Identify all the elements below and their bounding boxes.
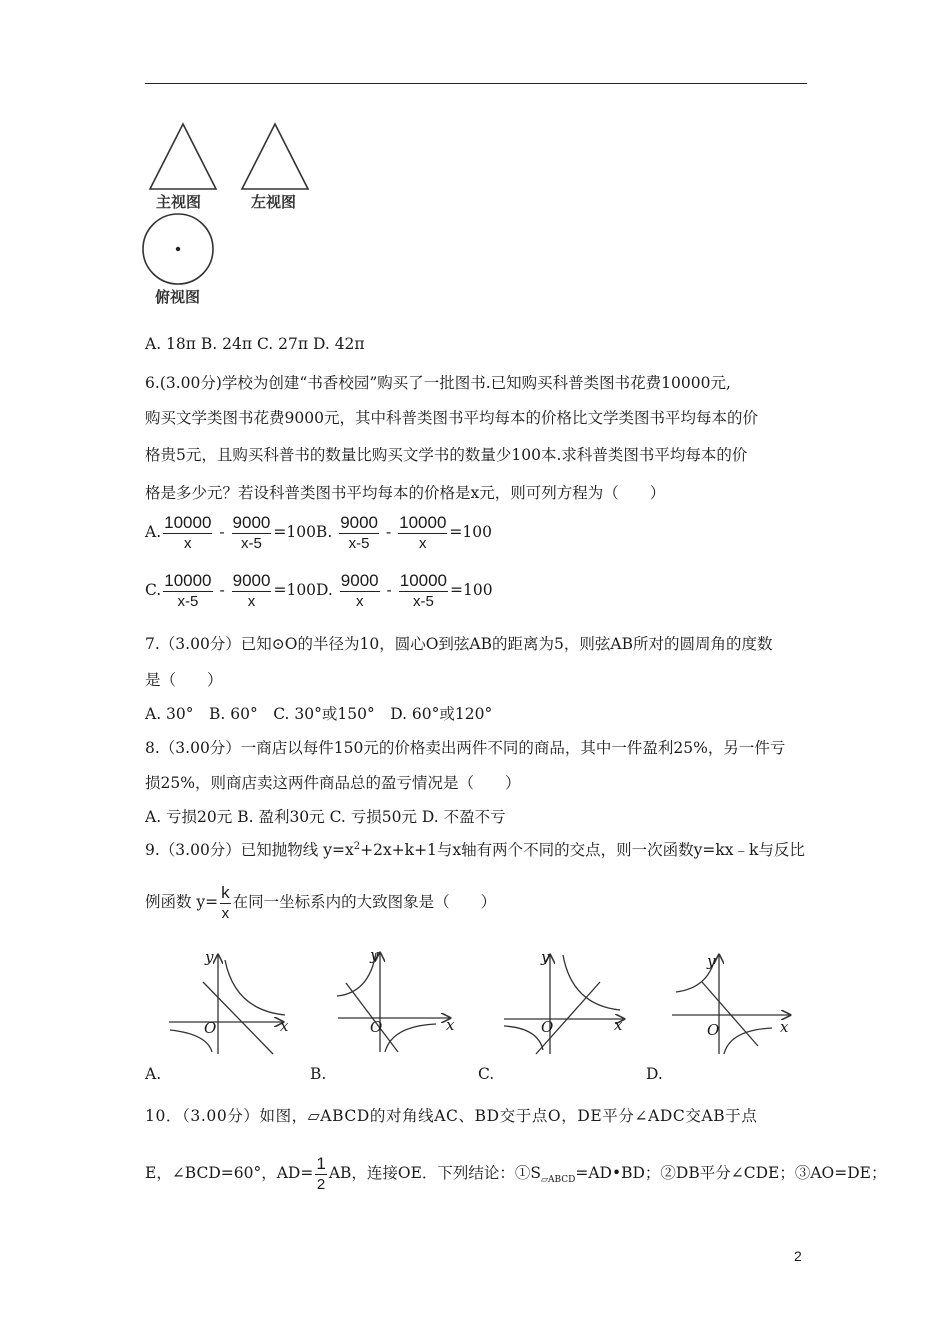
- graph-c-origin-label: O: [541, 1018, 554, 1036]
- q9-line1-post: +2x+k+1与x轴有两个不同的交点，则一次函数y=kx﹣k与反比: [360, 841, 805, 859]
- page-number: 2: [794, 1248, 802, 1264]
- denominator: x-5: [241, 535, 262, 552]
- numerator: 10000: [399, 571, 448, 590]
- q6-line3: 格贵5元，且购买科普书的数量比购买文学书的数量少100本.求科普类图书平均每本的价: [145, 446, 748, 464]
- graph-d-y-label: y: [707, 952, 716, 970]
- q6-line1: 6.(3.00分)学校为创建“书香校园”购买了一批图书.已知购买科普类图书花费10000元,: [145, 374, 731, 392]
- graph-c-y-label: y: [541, 948, 550, 966]
- q8-line2: 损25%，则商店卖这两件商品总的盈亏情况是（ ）: [145, 774, 521, 792]
- denominator: x-5: [412, 593, 434, 610]
- graph-c-x-label: x: [614, 1016, 623, 1034]
- numerator: k: [221, 883, 230, 902]
- numerator: 9000: [340, 571, 379, 590]
- numerator: 10000: [399, 513, 447, 532]
- graph-b-x-label: x: [446, 1016, 455, 1034]
- q10-line1: 10．（3.00分）如图，▱ABCD的对角线AC、BD交于点O，DE平分∠ADC交AB于点: [145, 1107, 758, 1125]
- q10-line2-mid: AB，连接OE．下列结论：①S: [328, 1164, 542, 1182]
- fraction: [399, 571, 448, 611]
- hyperbola-branch-upper: [225, 960, 285, 1015]
- fraction: [340, 571, 380, 611]
- q9-line1: [145, 838, 805, 860]
- q6-option-b-tail: =100: [449, 523, 492, 541]
- front-view-triangle: [150, 124, 216, 189]
- q10-line2-post: =AD•BD；②DB平分∠CDE；③AO=DE；: [575, 1164, 887, 1182]
- graph-a: [165, 950, 295, 1055]
- front-view-label: 主视图: [156, 193, 202, 211]
- denominator: x: [419, 535, 427, 552]
- minus-sign: -: [219, 581, 225, 599]
- q10-line2-pre: E，∠BCD=60°，AD=: [145, 1164, 314, 1182]
- hyperbola-branch-lower: [724, 1028, 772, 1054]
- denominator: 2: [316, 1176, 326, 1193]
- side-view-label: 左视图: [251, 193, 297, 211]
- graph-b-origin-label: O: [370, 1018, 383, 1036]
- minus-sign: -: [385, 523, 392, 541]
- q6-option-a-tail: =100B.: [273, 523, 333, 541]
- q6-option-d-tail: =100: [450, 581, 493, 599]
- denominator: x-5: [177, 593, 199, 610]
- graph-a-x-label: x: [280, 1017, 289, 1035]
- q6-option-c-tail: =100D.: [273, 581, 333, 599]
- q8-options: A. 亏损20元 B. 盈利30元 C. 亏损50元 D. 不盈不亏: [145, 808, 506, 826]
- fraction: [232, 571, 272, 611]
- graph-b: [332, 948, 462, 1056]
- numerator: 10000: [164, 513, 212, 532]
- minus-sign: -: [219, 523, 225, 541]
- q6-option-c-label: C.: [145, 581, 162, 599]
- header-rule: [145, 83, 807, 84]
- q9-line2-pre: 例函数 y=: [145, 893, 219, 911]
- q9-option-d-label: D.: [646, 1065, 663, 1083]
- fraction: [232, 513, 272, 553]
- q6-line4: 格是多少元？若设科普类图书平均每本的价格是x元，则可列方程为（ ）: [145, 484, 666, 502]
- exponent: 2: [353, 840, 361, 852]
- hyperbola-branch-upper: [563, 955, 620, 1010]
- line-graph: [203, 982, 273, 1054]
- q8-line1: 8.（3.00分）一商店以每件150元的价格卖出两件不同的商品，其中一件盈利25%，另一件亏: [145, 739, 786, 757]
- q9-option-a-label: A.: [145, 1065, 162, 1083]
- fraction: [220, 883, 231, 923]
- q5-options: A. 18π B. 24π C. 27π D. 42π: [145, 335, 365, 353]
- numerator: 9000: [340, 513, 379, 532]
- q6-options-cd: [145, 571, 493, 611]
- hyperbola-branch-lower: [504, 1026, 543, 1050]
- q7-line2: 是（ ）: [145, 671, 223, 689]
- q9-option-c-label: C.: [478, 1065, 495, 1083]
- side-view-triangle: [242, 124, 308, 189]
- three-view-figure: [140, 118, 320, 308]
- numerator: 9000: [232, 513, 271, 532]
- graph-b-y-label: y: [370, 946, 379, 964]
- fraction: [315, 1154, 326, 1194]
- fraction: [339, 513, 379, 553]
- q10-line2: [145, 1154, 886, 1194]
- q6-options-ab: [145, 513, 492, 553]
- denominator: x: [247, 593, 256, 610]
- q9-line2-post: 在同一坐标系内的大致图象是（ ）: [232, 893, 497, 911]
- top-view-center-dot: [176, 247, 180, 251]
- hyperbola-branch-lower: [385, 1024, 436, 1052]
- graph-a-origin-label: O: [204, 1019, 217, 1037]
- denominator: x: [184, 535, 192, 552]
- q9-line2: [145, 883, 496, 923]
- top-view-label: 俯视图: [155, 288, 201, 306]
- graph-a-y-label: y: [205, 948, 214, 966]
- graph-d-x-label: x: [780, 1018, 789, 1036]
- q9-option-b-label: B.: [310, 1065, 327, 1083]
- fraction: [398, 513, 447, 553]
- graph-d-origin-label: O: [707, 1021, 720, 1039]
- minus-sign: -: [386, 581, 392, 599]
- numerator: 1: [316, 1154, 326, 1173]
- numerator: 10000: [164, 571, 212, 590]
- graph-d: [668, 950, 798, 1058]
- fraction: [163, 513, 212, 553]
- q7-options: A. 30° B. 60° C. 30°或150° D. 60°或120°: [145, 705, 493, 723]
- numerator: 9000: [232, 571, 271, 590]
- q6-line2: 购买文学类图书花费9000元，其中科普类图书平均每本的价格比文学类图书平均每本的价: [145, 409, 758, 427]
- denominator: x: [355, 593, 364, 610]
- q7-line1: 7.（3.00分）已知⊙O的半径为10，圆心O到弦AB的距离为5，则弦AB所对的圆周角的度数: [145, 635, 773, 653]
- denominator: x: [221, 905, 230, 922]
- denominator: x-5: [348, 535, 370, 552]
- q9-line1-pre: 9.（3.00分）已知抛物线 y=x: [145, 841, 354, 859]
- subscript: ▱ABCD: [541, 1175, 576, 1186]
- fraction: [163, 571, 212, 611]
- q6-option-a-label: A.: [145, 523, 162, 541]
- graph-c: [500, 950, 630, 1058]
